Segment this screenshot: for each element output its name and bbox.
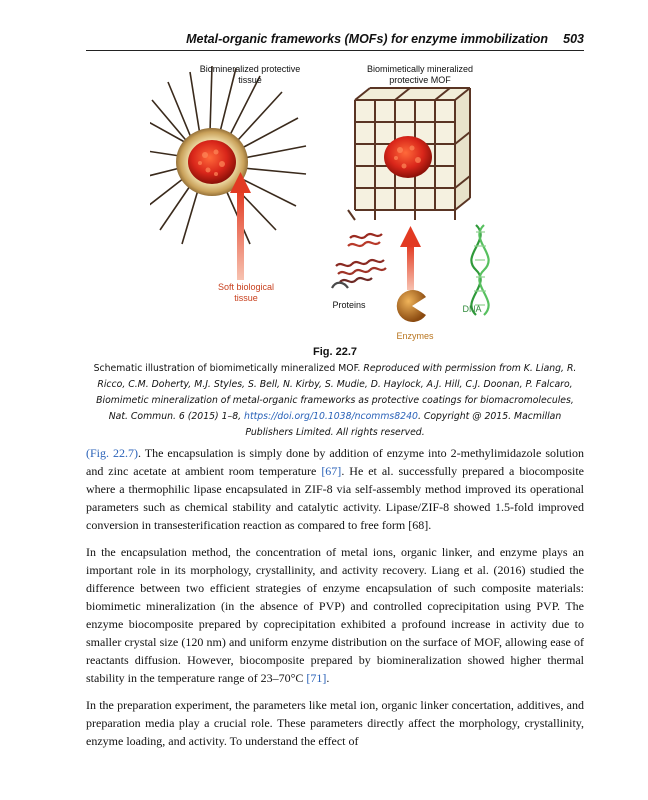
figure-caption-title: Fig. 22.7 bbox=[312, 346, 358, 358]
paragraph-2-end: . bbox=[326, 671, 330, 685]
caption-lead: Schematic illustration of biomimetically mineralized MOF. bbox=[93, 363, 361, 374]
figure-caption bbox=[86, 361, 584, 441]
label-biomineralized-tissue: Biomineralized protective tissue bbox=[199, 64, 301, 85]
right-arrow-shaft bbox=[407, 245, 414, 290]
figure-22-7 bbox=[150, 60, 500, 345]
paragraph-1-text-a: . The encapsulation is simply done by addition of enzyme into 2-methylimidazole solution and zinc acetate at ambient room temperature bbox=[86, 446, 584, 478]
protein-icon bbox=[332, 234, 386, 288]
tissue-core bbox=[188, 140, 236, 184]
paragraph-1-text-b: . He et al. successfully prepared a biocomposite where a thermophilic lipase encapsulated in ZIF-8 via self-assembly method improved its operational parameters such as chemical stability and catalytic activity. Lipase/ZIF-8 showed 1.5-fold improved conversion in transesterification reaction as compared to free form [68]. bbox=[86, 464, 584, 532]
running-header bbox=[86, 30, 584, 51]
label-dna: DNA bbox=[462, 304, 482, 314]
paragraph-2-text: In the encapsulation method, the concentration of metal ions, organic linker, and enzyme plays an important role in its morphology, crystallinity, and activity recovery. Liang et al. (2016) studied the difference between two efficient strategies of enzyme encapsulation of such composite materials: biomimetic mineralization (in the absence of PVP) and controlled coprecipitation using PVP. The enzyme biocomposite prepared by coprecipitation exhibited a profound increase in activity due to smaller crystal size (120 nm) and uniform enzyme distribution on the surface of MOF, allowing ease of reactants diffusion. However, biocomposite prepared by biomineralization showed higher thermal stability in the temperature range of 23–70°C bbox=[86, 545, 584, 685]
page-number: 503 bbox=[563, 32, 584, 46]
paragraph-3: In the preparation experiment, the parameters like metal ion, organic linker concertation, additives, and preparation media play a crucial role. These parameters directly affect the morphology, crystallinity, enzyme loading, and activity. To understand the effect of bbox=[86, 698, 584, 748]
label-enzymes: Enzymes bbox=[396, 331, 434, 341]
right-arrow-head bbox=[400, 226, 421, 247]
paragraph-2 bbox=[86, 543, 584, 687]
label-proteins: Proteins bbox=[332, 300, 366, 310]
ref-67-link[interactable]: [67] bbox=[321, 464, 342, 478]
caption-credit: Reproduced with permission from K. Liang, R. Ricco, C.M. Doherty, M.J. Styles, S. Bell, N. Kirby, S. Mudie, D. Haylock, A.J. Hill, C.J. Doonan, P. Falcaro, Biomimetic mineralization of metal-organic frameworks as protective coatings for biomacromolecules, Nat. Commun. 6 (2015) 1–8, bbox=[96, 363, 577, 422]
label-soft-tissue: Soft biological tissue bbox=[217, 282, 275, 303]
mof-enzyme-core bbox=[384, 136, 432, 178]
paragraph-1 bbox=[86, 444, 584, 534]
caption-doi-link[interactable]: https://doi.org/10.1038/ncomms8240 bbox=[244, 411, 418, 422]
left-arrow-shaft bbox=[237, 190, 244, 280]
label-mineralized-mof: Biomimetically mineralized protective MOF bbox=[366, 64, 474, 85]
enzyme-icon bbox=[397, 290, 426, 322]
dna-icon bbox=[471, 225, 488, 315]
body-text bbox=[86, 444, 584, 759]
caption-copyright: . Copyright @ 2015. Macmillan Publishers Limited. All rights reserved. bbox=[245, 411, 562, 438]
fig-ref-link[interactable]: (Fig. 22.7) bbox=[86, 446, 138, 460]
ref-71-link[interactable]: [71] bbox=[306, 671, 327, 685]
running-title: Metal-organic frameworks (MOFs) for enzyme immobilization bbox=[186, 32, 548, 46]
